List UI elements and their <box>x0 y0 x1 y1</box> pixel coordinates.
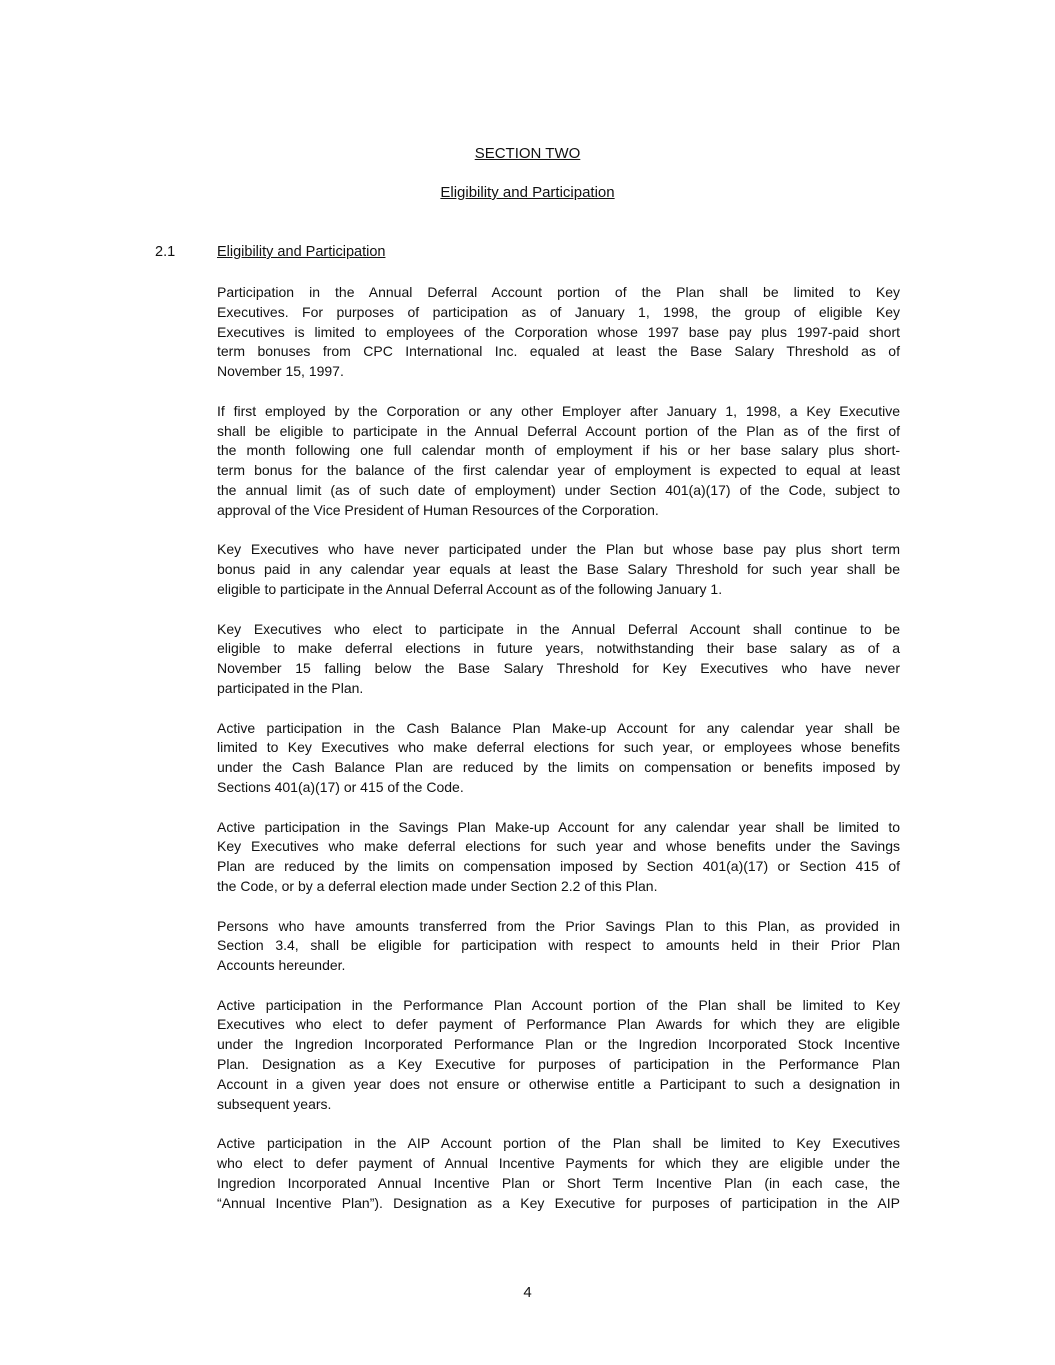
text-line: Plan. Designation as a Key Executive for purposes of participation in the Performance Plan <box>217 1056 900 1073</box>
text-line: November 15, 1997. <box>217 363 344 380</box>
text-line: term bonuses from CPC International Inc. equaled at least the Base Salary Threshold as of <box>217 343 900 360</box>
section-title: Eligibility and Participation <box>440 184 615 201</box>
text-line: under the Ingredion Incorporated Performance Plan or the Ingredion Incorporated Stock Incentive <box>217 1036 900 1053</box>
document-body <box>217 283 900 1233</box>
text-line: Key Executives who make deferral elections for such year and whose benefits under the Savings <box>217 838 900 855</box>
text-line: eligible to participate in the Annual Deferral Account as of the following January 1. <box>217 580 723 597</box>
text-line: Executives is limited to employees of the Corporation whose 1997 base pay plus 1997-paid short <box>217 323 900 340</box>
text-line: the Code, or by a deferral election made under Section 2.2 of this Plan. <box>217 877 658 894</box>
paragraph <box>217 283 900 382</box>
text-line: eligible to make deferral elections in future years, notwithstanding their base salary as of a <box>217 640 900 657</box>
text-line: Active participation in the AIP Account portion of the Plan shall be limited to Key Executives <box>217 1135 900 1152</box>
paragraph <box>217 620 900 699</box>
text-line: Executives. For purposes of participation as of January 1, 1998, the group of eligible Key <box>217 303 900 320</box>
paragraph <box>217 1134 900 1213</box>
text-line: Plan are reduced by the limits on compensation imposed by Section 401(a)(17) or Section 415 of <box>217 858 900 875</box>
paragraph <box>217 917 900 976</box>
paragraph <box>217 996 900 1115</box>
text-line: If first employed by the Corporation or any other Employer after January 1, 1998, a Key Executive <box>217 402 900 419</box>
subsection-number: 2.1 <box>155 244 176 260</box>
text-line: Sections 401(a)(17) or 415 of the Code. <box>217 778 464 795</box>
text-line: bonus paid in any calendar year equals at least the Base Salary Threshold for such year shall be <box>217 561 900 578</box>
text-line: approval of the Vice President of Human Resources of the Corporation. <box>217 501 659 518</box>
text-line: Persons who have amounts transferred from the Prior Savings Plan to this Plan, as provided in <box>217 917 900 934</box>
text-line: term bonus for the balance of the first calendar year of employment is expected to equal at least <box>217 462 900 479</box>
section-number-heading: SECTION TWO <box>474 145 581 162</box>
text-line: Section 3.4, shall be eligible for participation with respect to amounts held in their Prior Plan <box>217 937 900 954</box>
text-line: the annual limit (as of such date of employment) under Section 401(a)(17) of the Code, subject to <box>217 481 900 498</box>
text-line: Key Executives who elect to participate in the Annual Deferral Account shall continue to be <box>217 620 900 637</box>
text-line: the month following one full calendar month of employment if his or her base salary plus short- <box>217 442 900 459</box>
subsection-heading: Eligibility and Participation <box>217 244 386 260</box>
paragraph <box>217 818 900 897</box>
text-line: Executives who elect to defer payment of Performance Plan Awards for which they are eligible <box>217 1016 900 1033</box>
text-line: November 15 falling below the Base Salary Threshold for Key Executives who have never <box>217 660 900 677</box>
text-line: shall be eligible to participate in the Annual Deferral Account portion of the Plan as of the first of <box>217 422 900 439</box>
text-line: Active participation in the Performance Plan Account portion of the Plan shall be limited to Key <box>217 996 900 1013</box>
text-line: Active participation in the Cash Balance Plan Make-up Account for any calendar year shall be <box>217 719 900 736</box>
text-line: Ingredion Incorporated Annual Incentive Plan or Short Term Incentive Plan (in each case, the <box>217 1174 900 1191</box>
text-line: Participation in the Annual Deferral Account portion of the Plan shall be limited to Key <box>217 284 900 300</box>
page-number: 4 <box>523 1284 532 1301</box>
text-line: Account in a given year does not ensure or otherwise entitle a Participant to such a designation in <box>217 1075 900 1092</box>
text-line: limited to Key Executives who make deferral elections for such year, or employees whose benefits <box>217 739 900 756</box>
text-line: subsequent years. <box>217 1095 332 1112</box>
paragraph <box>217 402 900 521</box>
text-line: Accounts hereunder. <box>217 957 346 974</box>
text-line: “Annual Incentive Plan”). Designation as a Key Executive for purposes of participation in the AIP <box>217 1194 900 1211</box>
text-line: participated in the Plan. <box>217 679 364 696</box>
paragraph <box>217 719 900 798</box>
text-line: under the Cash Balance Plan are reduced by the limits on compensation or benefits imposed by <box>217 759 900 776</box>
paragraph <box>217 540 900 599</box>
text-line: who elect to defer payment of Annual Incentive Payments for which they are eligible under the <box>217 1155 900 1172</box>
text-line: Key Executives who have never participated under the Plan but whose base pay plus short term <box>217 541 900 558</box>
text-line: Active participation in the Savings Plan Make-up Account for any calendar year shall be limited to <box>217 818 900 835</box>
